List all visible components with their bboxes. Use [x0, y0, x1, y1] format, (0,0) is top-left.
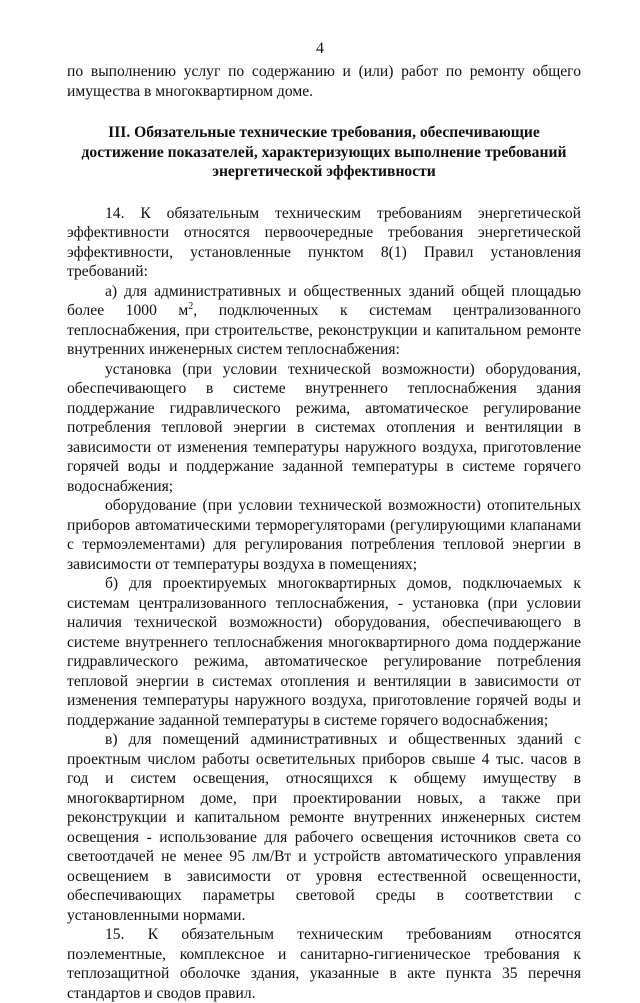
section-heading: III. Обязательные технические требования, обеспечивающие достижение показателей, характеризующих выполнение требований энергетической эффективности — [81, 124, 567, 180]
paragraph-a-text-1: а) для административных и общественных зданий общей площадью более 1000 м — [67, 282, 581, 319]
page-number: 4 — [316, 40, 324, 57]
intro-paragraph: по выполнению услуг по содержанию и (или) работ по ремонту общего имущества в многоквартирном доме. — [67, 63, 581, 100]
paragraph-a-item-1: установка (при условии технической возможности) оборудования, обеспечивающего в системе внутреннего теплоснабжения здания поддержание гидравлического режима, автоматическое регулирование потребления тепловой энергии в системах отопления и вентиляции в зависимости от изменения температуры наружного воздуха, приготовление горячей воды и поддержание заданной температуры в системе горячего водоснабжения; — [67, 360, 581, 495]
paragraph-a — [67, 282, 581, 360]
square-meter-superscript: 2 — [188, 300, 194, 312]
paragraph-a-item-2: оборудование (при условии технической возможности) отопительных приборов автоматическими терморегуляторами (регулирующими клапанами с термоэлементами) для регулирования потребления тепловой энергии в зависимости от температуры воздуха в помещениях; — [67, 497, 581, 573]
paragraph-15: 15. К обязательным техническим требованиям относятся поэлементные, комплексное и санитарно-гигиеническое требования к теплозащитной оболочке здания, указанные в акте пункта 35 перечня стандартов и сводов правил. — [67, 926, 581, 1002]
paragraph-v: в) для помещений административных и общественных зданий с проектным числом работы осветительных приборов свыше 4 тыс. часов в год и систем освещения, относящихся к общему имуществу в многоквартирном доме, при проектировании новых, а также при реконструкции и капитальном ремонте внутренних инженерных систем освещения - использование для рабочего освещения источников света со светоотдачей не менее 95 лм/Вт и устройств автоматического управления освещением в зависимости от уровня естественной освещенности, обеспечивающих параметры световой среды в соответствии с установленными нормами. — [67, 731, 581, 924]
paragraph-b: б) для проектируемых многоквартирных домов, подключаемых к системам централизованного теплоснабжения, - установка (при условии наличия технической возможности) оборудования, обеспечивающего в системе внутреннего теплоснабжения многоквартирного дома поддержание гидравлического режима, автоматическое регулирование потребления тепловой энергии в системах отопления и вентиляции в зависимости от изменения температуры наружного воздуха, приготовление горячей воды и поддержание заданной температуры в системе горячего водоснабжения; — [67, 575, 581, 729]
paragraph-14: 14. К обязательным техническим требованиям энергетической эффективности относятся первоочередные требования энергетической эффективности, установленные пунктом 8(1) Правил установления требований: — [67, 204, 581, 280]
paragraph-a-text-2: , подключенных к системам централизованного теплоснабжения, при строительстве, реконструкции и капитальном ремонте внутренних инженерных систем теплоснабжения: — [67, 302, 581, 358]
document-body — [67, 62, 581, 1003]
